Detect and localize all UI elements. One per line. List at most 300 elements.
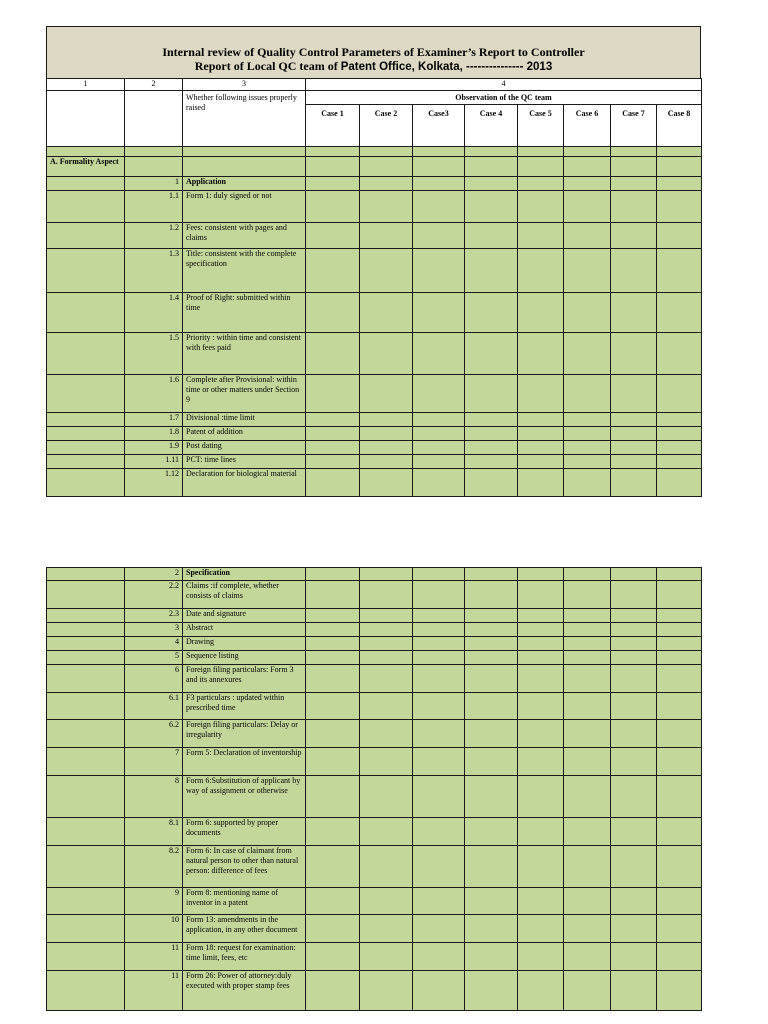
- case-5-cell[interactable]: [518, 191, 564, 223]
- item-description: PCT: time lines: [183, 455, 306, 469]
- case-6-cell[interactable]: [564, 191, 611, 223]
- case-7-cell[interactable]: [611, 413, 657, 427]
- case-6-cell[interactable]: [564, 609, 611, 623]
- case-1-cell[interactable]: [306, 818, 360, 846]
- case-4-cell[interactable]: [465, 293, 518, 333]
- case-8-cell[interactable]: [657, 427, 702, 441]
- case-2-cell[interactable]: [360, 568, 413, 581]
- case-3-cell[interactable]: [413, 177, 465, 191]
- case-7-cell[interactable]: [611, 441, 657, 455]
- case-4-cell[interactable]: [465, 748, 518, 776]
- table-row: [47, 609, 702, 623]
- case-6-cell[interactable]: [564, 748, 611, 776]
- case-3-cell[interactable]: [413, 413, 465, 427]
- case-8-cell[interactable]: [657, 818, 702, 846]
- case-7-cell[interactable]: [611, 665, 657, 693]
- case-8-cell[interactable]: [657, 177, 702, 191]
- table-row: [47, 333, 702, 375]
- case-5-cell[interactable]: [518, 333, 564, 375]
- case-4-cell[interactable]: [465, 441, 518, 455]
- case-header-7: Case 7: [611, 105, 657, 147]
- case-3-cell[interactable]: [413, 293, 465, 333]
- item-description: Patent of addition: [183, 427, 306, 441]
- case-7-cell[interactable]: [611, 943, 657, 971]
- case-3-cell[interactable]: [413, 651, 465, 665]
- item-number: 11: [125, 943, 183, 971]
- case-4-cell[interactable]: [465, 888, 518, 915]
- case-5-cell[interactable]: [518, 665, 564, 693]
- case-1-cell[interactable]: [306, 888, 360, 915]
- item-description: Form 6: In case of claimant from natural person to other than natural person: difference of fees: [183, 846, 306, 888]
- case-2-cell[interactable]: [360, 720, 413, 748]
- item-description: Foreign filing particulars: Delay or irregularity: [183, 720, 306, 748]
- case-7-cell[interactable]: [611, 427, 657, 441]
- case-4-cell[interactable]: [465, 568, 518, 581]
- case-5-cell[interactable]: [518, 693, 564, 720]
- case-7-cell[interactable]: [611, 888, 657, 915]
- case-2-cell[interactable]: [360, 581, 413, 609]
- case-4-cell[interactable]: [465, 249, 518, 293]
- case-8-cell[interactable]: [657, 748, 702, 776]
- case-5-cell[interactable]: [518, 623, 564, 637]
- empty-cell: [47, 413, 125, 427]
- header-blank-2: [125, 91, 183, 147]
- case-7-cell[interactable]: [611, 455, 657, 469]
- empty-cell: [47, 693, 125, 720]
- case-6-cell[interactable]: [564, 223, 611, 249]
- item-number: 8.2: [125, 846, 183, 888]
- case-6-cell[interactable]: [564, 915, 611, 943]
- case-5-cell[interactable]: [518, 748, 564, 776]
- item-number: 4: [125, 637, 183, 651]
- case-8-cell[interactable]: [657, 609, 702, 623]
- case-7-cell[interactable]: [611, 776, 657, 818]
- case-7-cell[interactable]: [611, 609, 657, 623]
- table-row: [47, 637, 702, 651]
- case-2-cell[interactable]: [360, 223, 413, 249]
- empty-cell: [47, 469, 125, 497]
- case-6-cell[interactable]: [564, 469, 611, 497]
- case-1-cell[interactable]: [306, 455, 360, 469]
- case-5-cell[interactable]: [518, 971, 564, 1011]
- item-number: 2: [125, 568, 183, 581]
- case-1-cell[interactable]: [306, 846, 360, 888]
- section-a-label: A. Formality Aspect: [47, 157, 125, 177]
- case-8-cell[interactable]: [657, 693, 702, 720]
- case-8-cell[interactable]: [657, 333, 702, 375]
- case-4-cell[interactable]: [465, 609, 518, 623]
- case-3-cell[interactable]: [413, 888, 465, 915]
- case-2-cell[interactable]: [360, 637, 413, 651]
- case-5-cell[interactable]: [518, 943, 564, 971]
- table-row: [47, 413, 702, 427]
- case-8-cell[interactable]: [657, 637, 702, 651]
- item-description: Sequence listing: [183, 651, 306, 665]
- case-5-cell[interactable]: [518, 776, 564, 818]
- case-header-2: Case 2: [360, 105, 413, 147]
- item-number: 5: [125, 651, 183, 665]
- empty-cell: [47, 623, 125, 637]
- case-5-cell[interactable]: [518, 249, 564, 293]
- empty-cell: [47, 427, 125, 441]
- case-6-cell[interactable]: [564, 665, 611, 693]
- case-1-cell[interactable]: [306, 427, 360, 441]
- case-8-cell[interactable]: [657, 776, 702, 818]
- case-4-cell[interactable]: [465, 469, 518, 497]
- case-1-cell[interactable]: [306, 776, 360, 818]
- case-5-cell[interactable]: [518, 915, 564, 943]
- case-2-cell[interactable]: [360, 665, 413, 693]
- case-3-cell[interactable]: [413, 375, 465, 413]
- case-6-cell[interactable]: [564, 333, 611, 375]
- item-number: 2.2: [125, 581, 183, 609]
- case-6-cell[interactable]: [564, 971, 611, 1011]
- case-3-cell[interactable]: [413, 249, 465, 293]
- case-3-cell[interactable]: [413, 191, 465, 223]
- case-5-cell[interactable]: [518, 581, 564, 609]
- case-3-cell[interactable]: [413, 943, 465, 971]
- case-5-cell[interactable]: [518, 651, 564, 665]
- case-3-cell[interactable]: [413, 441, 465, 455]
- item-number: 10: [125, 915, 183, 943]
- case-2-cell[interactable]: [360, 846, 413, 888]
- case-1-cell[interactable]: [306, 177, 360, 191]
- case-1-cell[interactable]: [306, 413, 360, 427]
- table-row: [47, 568, 702, 581]
- title-line-2: [47, 59, 700, 74]
- case-4-cell[interactable]: [465, 375, 518, 413]
- case-2-cell[interactable]: [360, 469, 413, 497]
- case-4-cell[interactable]: [465, 943, 518, 971]
- case-3-cell[interactable]: [413, 776, 465, 818]
- item-description: Divisional :time limit: [183, 413, 306, 427]
- case-3-cell[interactable]: [413, 637, 465, 651]
- item-number: 8.1: [125, 818, 183, 846]
- item-number: 1.3: [125, 249, 183, 293]
- case-3-cell[interactable]: [413, 971, 465, 1011]
- case-4-cell[interactable]: [465, 651, 518, 665]
- table-row: [47, 665, 702, 693]
- case-2-cell[interactable]: [360, 441, 413, 455]
- case-1-cell[interactable]: [306, 581, 360, 609]
- case-8-cell[interactable]: [657, 223, 702, 249]
- case-8-cell[interactable]: [657, 665, 702, 693]
- case-2-cell[interactable]: [360, 748, 413, 776]
- item-description: Declaration for biological material: [183, 469, 306, 497]
- case-8-cell[interactable]: [657, 971, 702, 1011]
- case-2-cell[interactable]: [360, 413, 413, 427]
- case-1-cell[interactable]: [306, 333, 360, 375]
- case-2-cell[interactable]: [360, 427, 413, 441]
- case-6-cell[interactable]: [564, 293, 611, 333]
- case-6-cell[interactable]: [564, 637, 611, 651]
- case-5-cell[interactable]: [518, 427, 564, 441]
- empty-cell: [47, 333, 125, 375]
- case-header-1: Case 1: [306, 105, 360, 147]
- item-number: 6.2: [125, 720, 183, 748]
- case-3-cell[interactable]: [413, 818, 465, 846]
- case-8-cell[interactable]: [657, 888, 702, 915]
- case-8-cell[interactable]: [657, 191, 702, 223]
- case-2-cell[interactable]: [360, 609, 413, 623]
- case-1-cell[interactable]: [306, 651, 360, 665]
- case-5-cell[interactable]: [518, 223, 564, 249]
- case-3-cell[interactable]: [413, 427, 465, 441]
- case-4-cell[interactable]: [465, 223, 518, 249]
- case-5-cell[interactable]: [518, 413, 564, 427]
- case-6-cell[interactable]: [564, 441, 611, 455]
- case-6-cell[interactable]: [564, 623, 611, 637]
- case-4-cell[interactable]: [465, 665, 518, 693]
- case-2-cell[interactable]: [360, 191, 413, 223]
- case-7-cell[interactable]: [611, 846, 657, 888]
- case-7-cell[interactable]: [611, 651, 657, 665]
- empty-cell: [47, 223, 125, 249]
- case-7-cell[interactable]: [611, 637, 657, 651]
- item-description: Form 18: request for examination: time limit, fees, etc: [183, 943, 306, 971]
- case-1-cell[interactable]: [306, 943, 360, 971]
- case-6-cell[interactable]: [564, 568, 611, 581]
- case-2-cell[interactable]: [360, 888, 413, 915]
- table-row: [47, 915, 702, 943]
- case-3-cell[interactable]: [413, 581, 465, 609]
- case-2-cell[interactable]: [360, 693, 413, 720]
- table-row: [47, 249, 702, 293]
- case-1-cell[interactable]: [306, 609, 360, 623]
- case-1-cell[interactable]: [306, 223, 360, 249]
- col-number-2: 2: [125, 79, 183, 91]
- item-number: 1.2: [125, 223, 183, 249]
- case-1-cell[interactable]: [306, 568, 360, 581]
- item-description: Form 1: duly signed or not: [183, 191, 306, 223]
- case-1-cell[interactable]: [306, 249, 360, 293]
- case-3-cell[interactable]: [413, 693, 465, 720]
- table-row: [47, 971, 702, 1011]
- spacer-row: [47, 147, 702, 157]
- case-5-cell[interactable]: [518, 177, 564, 191]
- case-5-cell[interactable]: [518, 375, 564, 413]
- case-8-cell[interactable]: [657, 915, 702, 943]
- case-8-cell[interactable]: [657, 581, 702, 609]
- header-row: [47, 91, 702, 105]
- case-8-cell[interactable]: [657, 469, 702, 497]
- case-1-cell[interactable]: [306, 720, 360, 748]
- empty-cell: [47, 581, 125, 609]
- case-7-cell[interactable]: [611, 469, 657, 497]
- case-7-cell[interactable]: [611, 623, 657, 637]
- case-7-cell[interactable]: [611, 177, 657, 191]
- item-description: Form 13: amendments in the application, in any other document: [183, 915, 306, 943]
- case-7-cell[interactable]: [611, 568, 657, 581]
- case-5-cell[interactable]: [518, 846, 564, 888]
- case-4-cell[interactable]: [465, 455, 518, 469]
- case-5-cell[interactable]: [518, 469, 564, 497]
- item-number: 1.5: [125, 333, 183, 375]
- case-8-cell[interactable]: [657, 623, 702, 637]
- case-7-cell[interactable]: [611, 748, 657, 776]
- case-7-cell[interactable]: [611, 249, 657, 293]
- title-line-1: Internal review of Quality Control Parameters of Examiner’s Report to Controller: [162, 45, 585, 59]
- case-6-cell[interactable]: [564, 375, 611, 413]
- case-8-cell[interactable]: [657, 720, 702, 748]
- case-8-cell[interactable]: [657, 293, 702, 333]
- case-6-cell[interactable]: [564, 943, 611, 971]
- case-4-cell[interactable]: [465, 333, 518, 375]
- case-7-cell[interactable]: [611, 720, 657, 748]
- empty-cell: [47, 818, 125, 846]
- case-2-cell[interactable]: [360, 818, 413, 846]
- case-4-cell[interactable]: [465, 581, 518, 609]
- case-3-cell[interactable]: [413, 333, 465, 375]
- item-number: 9: [125, 888, 183, 915]
- case-3-cell[interactable]: [413, 223, 465, 249]
- case-2-cell[interactable]: [360, 249, 413, 293]
- case-2-cell[interactable]: [360, 623, 413, 637]
- case-4-cell[interactable]: [465, 177, 518, 191]
- case-1-cell[interactable]: [306, 293, 360, 333]
- case-6-cell[interactable]: [564, 818, 611, 846]
- case-4-cell[interactable]: [465, 846, 518, 888]
- title-line-2a: Report of Local QC team of: [194, 59, 341, 73]
- case-3-cell[interactable]: [413, 846, 465, 888]
- case-2-cell[interactable]: [360, 915, 413, 943]
- case-6-cell[interactable]: [564, 651, 611, 665]
- empty-cell: [47, 609, 125, 623]
- case-5-cell[interactable]: [518, 818, 564, 846]
- case-1-cell[interactable]: [306, 971, 360, 1011]
- case-6-cell[interactable]: [564, 427, 611, 441]
- case-2-cell[interactable]: [360, 375, 413, 413]
- case-2-cell[interactable]: [360, 455, 413, 469]
- item-description: Post dating: [183, 441, 306, 455]
- item-description: Fees: consistent with pages and claims: [183, 223, 306, 249]
- case-3-cell[interactable]: [413, 609, 465, 623]
- case-7-cell[interactable]: [611, 191, 657, 223]
- case-8-cell[interactable]: [657, 943, 702, 971]
- case-1-cell[interactable]: [306, 375, 360, 413]
- case-1-cell[interactable]: [306, 637, 360, 651]
- case-6-cell[interactable]: [564, 455, 611, 469]
- case-7-cell[interactable]: [611, 375, 657, 413]
- case-7-cell[interactable]: [611, 333, 657, 375]
- case-6-cell[interactable]: [564, 888, 611, 915]
- case-4-cell[interactable]: [465, 720, 518, 748]
- case-6-cell[interactable]: [564, 177, 611, 191]
- case-6-cell[interactable]: [564, 693, 611, 720]
- col-number-3: 3: [183, 79, 306, 91]
- case-1-cell[interactable]: [306, 191, 360, 223]
- case-7-cell[interactable]: [611, 223, 657, 249]
- case-8-cell[interactable]: [657, 375, 702, 413]
- case-2-cell[interactable]: [360, 943, 413, 971]
- case-3-cell[interactable]: [413, 455, 465, 469]
- item-description: Date and signature: [183, 609, 306, 623]
- item-number: 7: [125, 748, 183, 776]
- case-7-cell[interactable]: [611, 293, 657, 333]
- case-8-cell[interactable]: [657, 455, 702, 469]
- case-3-cell[interactable]: [413, 568, 465, 581]
- case-5-cell[interactable]: [518, 609, 564, 623]
- case-8-cell[interactable]: [657, 846, 702, 888]
- case-7-cell[interactable]: [611, 971, 657, 1011]
- case-3-cell[interactable]: [413, 915, 465, 943]
- case-1-cell[interactable]: [306, 693, 360, 720]
- item-number: 1.4: [125, 293, 183, 333]
- case-1-cell[interactable]: [306, 469, 360, 497]
- table-row: [47, 748, 702, 776]
- case-3-cell[interactable]: [413, 748, 465, 776]
- case-7-cell[interactable]: [611, 581, 657, 609]
- case-7-cell[interactable]: [611, 915, 657, 943]
- case-6-cell[interactable]: [564, 581, 611, 609]
- table-row: [47, 888, 702, 915]
- case-4-cell[interactable]: [465, 693, 518, 720]
- case-2-cell[interactable]: [360, 651, 413, 665]
- case-6-cell[interactable]: [564, 413, 611, 427]
- case-5-cell[interactable]: [518, 637, 564, 651]
- case-8-cell[interactable]: [657, 651, 702, 665]
- column-number-row: [47, 79, 702, 91]
- case-4-cell[interactable]: [465, 191, 518, 223]
- case-4-cell[interactable]: [465, 915, 518, 943]
- case-8-cell[interactable]: [657, 249, 702, 293]
- case-2-cell[interactable]: [360, 776, 413, 818]
- case-5-cell[interactable]: [518, 441, 564, 455]
- case-2-cell[interactable]: [360, 971, 413, 1011]
- case-8-cell[interactable]: [657, 441, 702, 455]
- case-4-cell[interactable]: [465, 637, 518, 651]
- case-4-cell[interactable]: [465, 623, 518, 637]
- case-1-cell[interactable]: [306, 665, 360, 693]
- case-4-cell[interactable]: [465, 818, 518, 846]
- item-number: 1.9: [125, 441, 183, 455]
- case-6-cell[interactable]: [564, 846, 611, 888]
- case-5-cell[interactable]: [518, 888, 564, 915]
- case-1-cell[interactable]: [306, 623, 360, 637]
- case-3-cell[interactable]: [413, 469, 465, 497]
- case-5-cell[interactable]: [518, 720, 564, 748]
- case-8-cell[interactable]: [657, 413, 702, 427]
- item-description: Title: consistent with the complete specification: [183, 249, 306, 293]
- case-2-cell[interactable]: [360, 177, 413, 191]
- case-2-cell[interactable]: [360, 293, 413, 333]
- case-5-cell[interactable]: [518, 455, 564, 469]
- item-description: Form 6:Substitution of applicant by way of assignment or otherwise: [183, 776, 306, 818]
- case-8-cell[interactable]: [657, 568, 702, 581]
- item-number: 1.6: [125, 375, 183, 413]
- item-description: Abstract: [183, 623, 306, 637]
- case-1-cell[interactable]: [306, 441, 360, 455]
- case-5-cell[interactable]: [518, 293, 564, 333]
- case-1-cell[interactable]: [306, 915, 360, 943]
- case-3-cell[interactable]: [413, 665, 465, 693]
- case-4-cell[interactable]: [465, 776, 518, 818]
- case-4-cell[interactable]: [465, 971, 518, 1011]
- case-1-cell[interactable]: [306, 748, 360, 776]
- item-number: 8: [125, 776, 183, 818]
- case-7-cell[interactable]: [611, 818, 657, 846]
- case-3-cell[interactable]: [413, 623, 465, 637]
- case-4-cell[interactable]: [465, 413, 518, 427]
- case-7-cell[interactable]: [611, 693, 657, 720]
- case-6-cell[interactable]: [564, 249, 611, 293]
- case-6-cell[interactable]: [564, 776, 611, 818]
- case-3-cell[interactable]: [413, 720, 465, 748]
- case-2-cell[interactable]: [360, 333, 413, 375]
- case-6-cell[interactable]: [564, 720, 611, 748]
- case-4-cell[interactable]: [465, 427, 518, 441]
- case-5-cell[interactable]: [518, 568, 564, 581]
